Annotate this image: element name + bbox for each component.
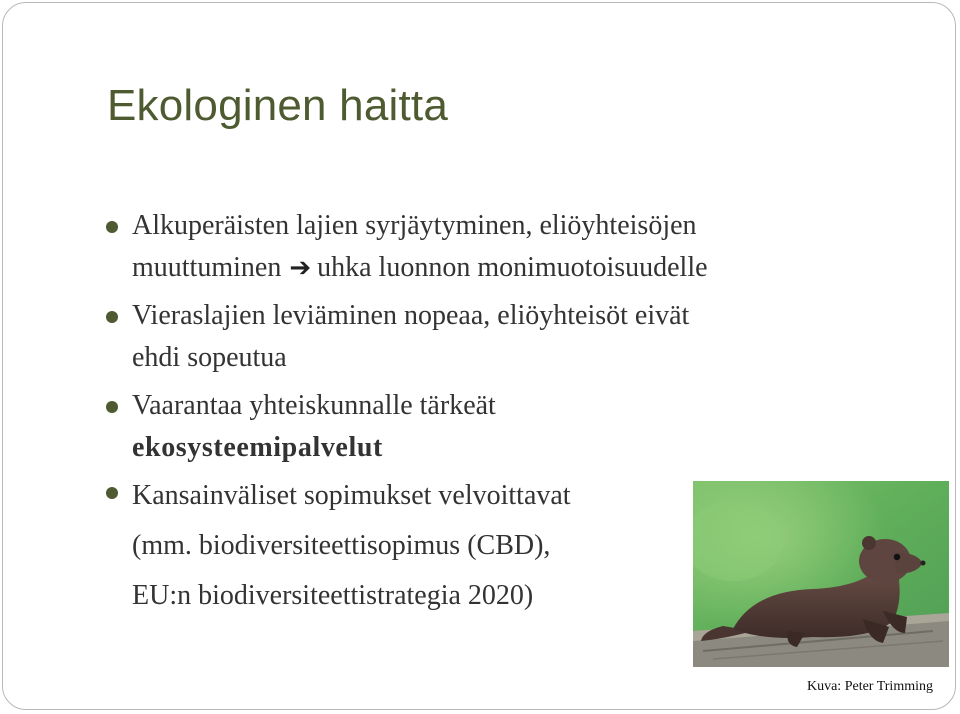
bullet-text-bold: ekosysteemipalvelut: [132, 432, 383, 463]
mink-photo: [693, 481, 949, 667]
bullet-text: Kansainväliset sopimukset velvoittavat: [132, 480, 571, 511]
bullet-text: ehdi sopeutua: [132, 342, 287, 373]
mink-image: [693, 481, 949, 667]
bullet-text: (mm. biodiversiteettisopimus (CBD),: [132, 530, 551, 561]
bullet-text: EU:n biodiversiteettistrategia 2020): [132, 580, 534, 611]
right-arrow-icon: ➔: [289, 253, 312, 283]
bullet-item: [105, 295, 905, 379]
bullet-text: Vaarantaa yhteiskunnalle tärkeät: [132, 390, 496, 421]
bullet-item: [105, 205, 905, 289]
bullet-dot-icon: [106, 311, 118, 323]
bullet-text: Vieraslajien leviäminen nopeaa, eliöyhteisöt eivät: [132, 300, 690, 331]
bullet-text: uhka luonnon monimuotoisuudelle: [317, 252, 708, 283]
bullet-dot-icon: [106, 487, 118, 499]
bullet-text: Alkuperäisten lajien syrjäytyminen, eliöyhteisöjen: [132, 210, 697, 241]
slide-title: Ekologinen haitta: [107, 81, 448, 130]
bullet-text: muuttuminen: [132, 252, 282, 283]
bullet-text-line: [132, 247, 905, 289]
image-caption: Kuva: Peter Trimming: [806, 679, 933, 694]
slide: [2, 2, 956, 710]
bullet-item: [105, 385, 905, 469]
bullet-dot-icon: [106, 401, 118, 413]
bullet-dot-icon: [106, 221, 118, 233]
